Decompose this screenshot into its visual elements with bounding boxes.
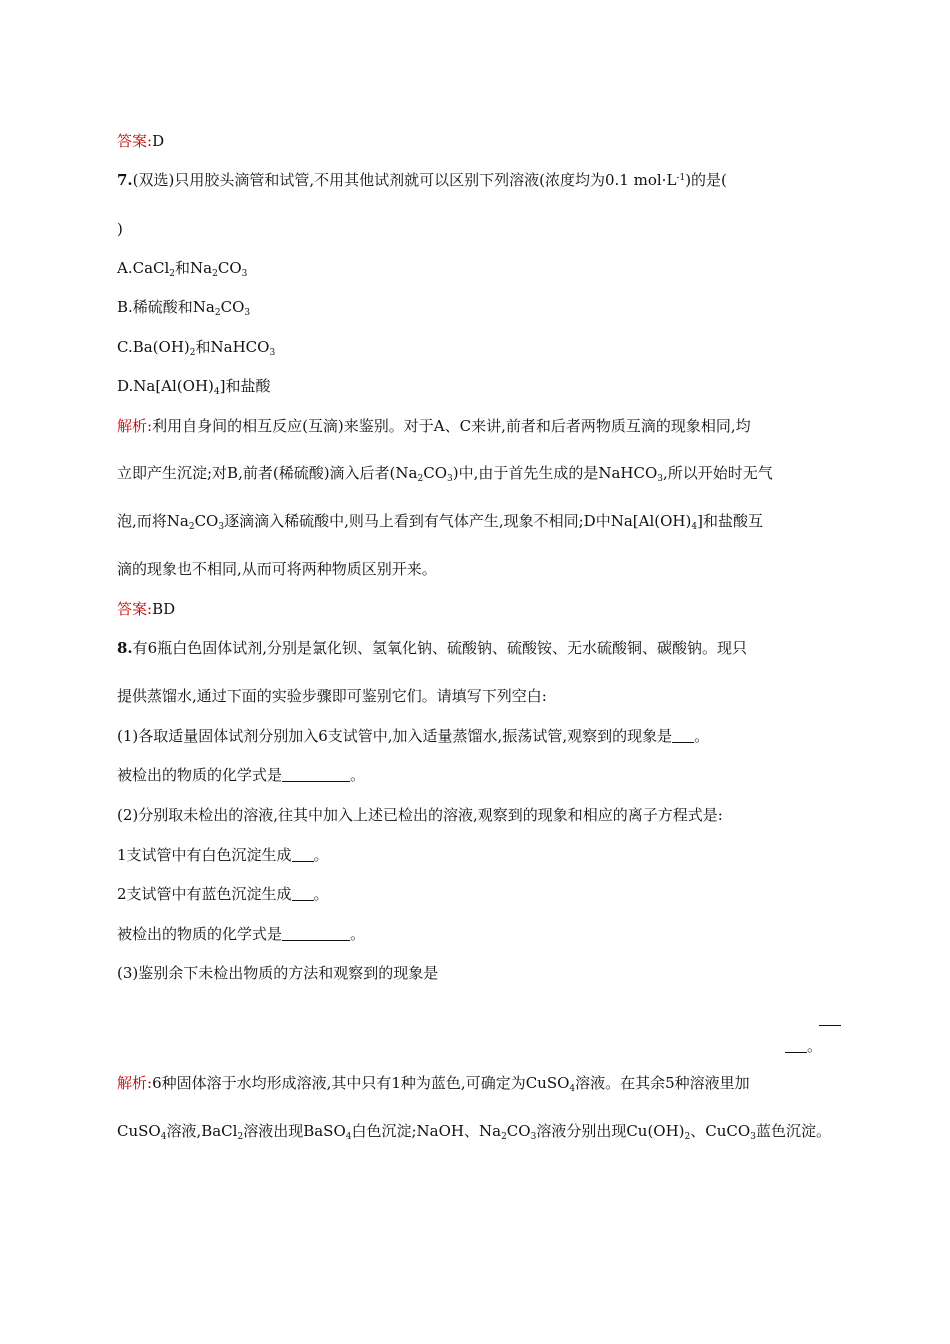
answer-line-q7 — [117, 599, 175, 619]
option-a: A.CaCl$_2$和$Na_2CO_3$ — [117, 259, 248, 279]
analysis-7-line-4: 滴的现象也不相同,从而可将两种物质区别开来。 — [117, 560, 437, 578]
question-number: 7. — [117, 171, 133, 189]
answer-label: 答案: — [117, 132, 153, 150]
option-d: $D.Na[Al(OH)_4]$和盐酸 — [117, 377, 271, 397]
answer-blank[interactable] — [282, 767, 350, 782]
analysis-8-line-1: 解析:6种固体溶于水均形成溶液,其中只有1种为蓝色,可确定为CuSO$_4$溶液。在其余5种溶液里加 — [117, 1074, 750, 1094]
answer-blank-line[interactable] — [819, 1009, 841, 1029]
answer-value: D — [152, 132, 165, 150]
analysis-label: 解析: — [117, 1074, 153, 1092]
question-8-part-3-end: 。 — [785, 1036, 822, 1056]
question-7-stem-close: ) — [117, 220, 123, 238]
answer-blank[interactable] — [785, 1038, 807, 1053]
question-7-stem: 7.(双选)只用胶头滴管和试管,不用其他试剂就可以区别下列溶液(浓度均为0.1 $mol\cdot L^{-1}$)的是( — [117, 171, 727, 189]
analysis-label: 解析: — [117, 417, 153, 435]
answer-blank[interactable] — [672, 728, 694, 743]
option-c: $C.Ba(OH)_2$和NaHCO$_3$ — [117, 338, 276, 358]
answer-label: 答案: — [117, 600, 153, 618]
question-8-line-2: 提供蒸馏水,通过下面的实验步骤即可鉴别它们。请填写下列空白: — [117, 687, 547, 705]
analysis-7-line-1: 解析:利用自身间的相互反应(互滴)来鉴别。对于A、C来讲,前者和后者两物质互滴的现象相同,均 — [117, 417, 751, 435]
answer-blank[interactable] — [282, 926, 350, 941]
question-number: 8. — [117, 639, 133, 657]
option-b: B.稀硫酸和$Na_2CO_3$ — [117, 298, 251, 318]
question-8-detected-2: 被检出的物质的化学式是 。 — [117, 925, 366, 943]
question-8-part-1: (1)各取适量固体试剂分别加入6支试管中,加入适量蒸馏水,振荡试管,观察到的现象是 。 — [117, 727, 710, 745]
question-8-part-2: (2)分别取未检出的溶液,往其中加入上述已检出的溶液,观察到的现象和相应的离子方程式是: — [117, 806, 723, 824]
answer-blank[interactable] — [292, 886, 314, 901]
answer-blank[interactable] — [292, 847, 314, 862]
question-8-tube-1: 1支试管中有白色沉淀生成 。 — [117, 846, 329, 864]
answer-line-q6 — [117, 131, 164, 151]
analysis-7-line-2: 立即产生沉淀;对B,前者(稀硫酸)滴入后者$(Na_2CO_3)$中,由于首先生成的是NaHCO$_3$,所以开始时无气 — [117, 464, 773, 484]
question-8-detected-1: 被检出的物质的化学式是 。 — [117, 766, 366, 784]
question-8-tube-2: 2支试管中有蓝色沉淀生成 。 — [117, 885, 329, 903]
analysis-8-line-2: CuSO$_4$溶液,BaCl$_2$溶液出现BaSO$_4$白色沉淀;NaOH、$Na_2CO_3$溶液分别出现$Cu(OH)_2$、CuCO$_3$蓝色沉淀。 — [117, 1122, 831, 1142]
answer-value: BD — [152, 600, 176, 618]
question-8-part-3: (3)鉴别余下未检出物质的方法和观察到的现象是 — [117, 964, 439, 982]
question-8-line-1: 8.有6瓶白色固体试剂,分别是氯化钡、氢氧化钠、硫酸钠、硫酸铵、无水硫酸铜、碳酸钠。现只 — [117, 639, 747, 657]
analysis-7-line-3: 泡,而将$Na_2CO_3$逐滴滴入稀硫酸中,则马上看到有气体产生,现象不相同;D中$Na[Al(OH)_4]$和盐酸互 — [117, 512, 763, 532]
